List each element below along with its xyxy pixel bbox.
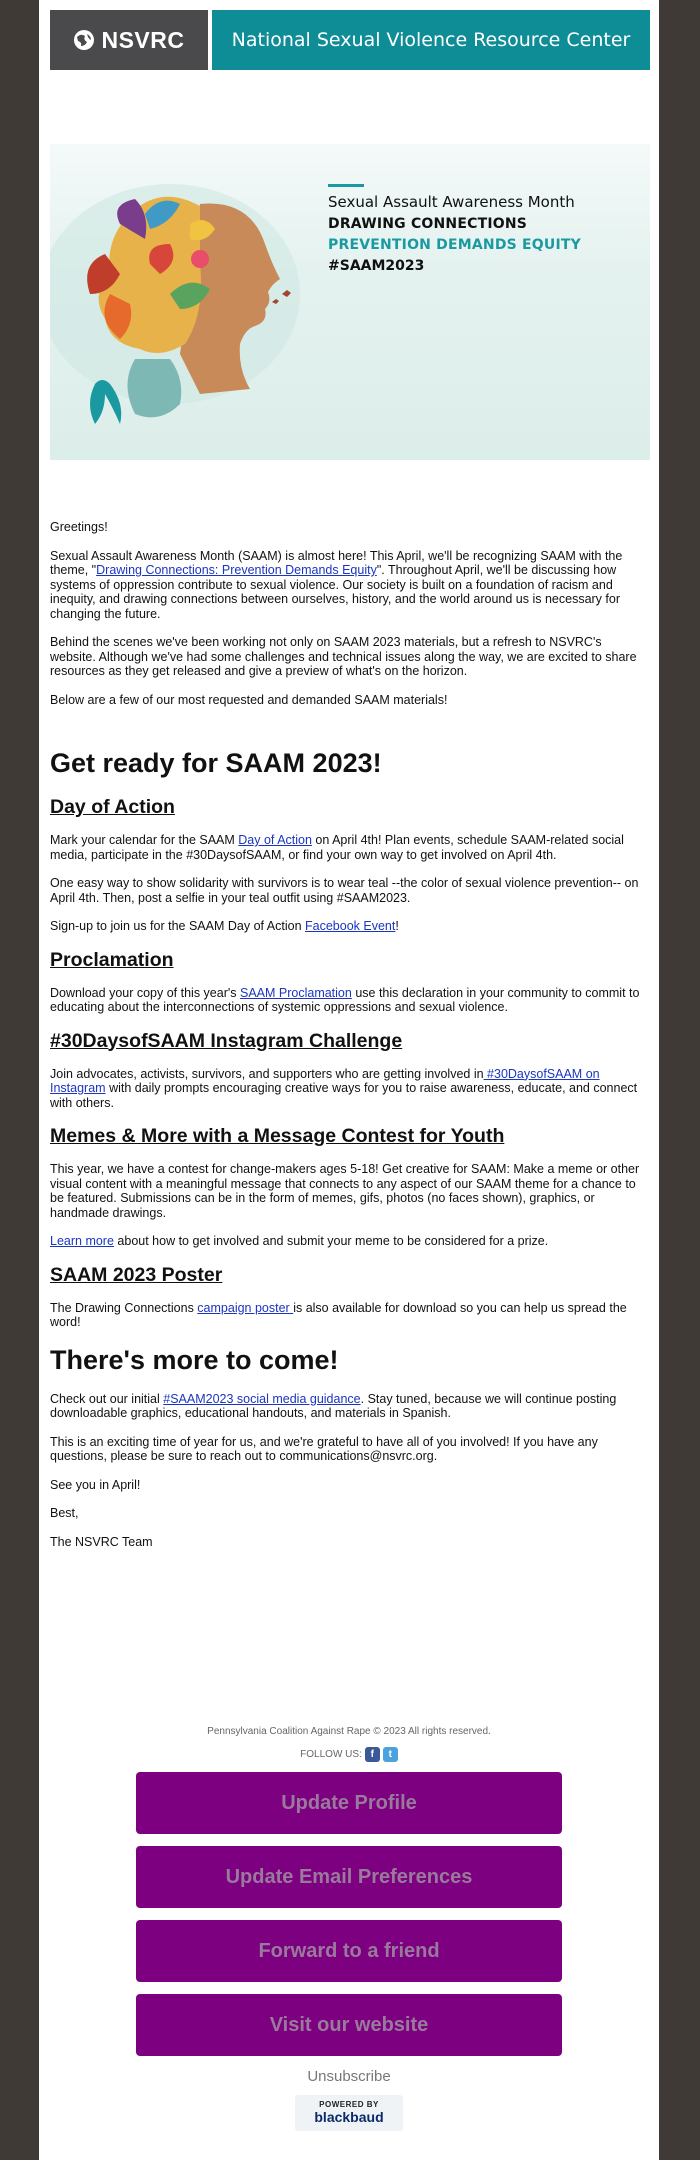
hero-line-4: #SAAM2023	[328, 258, 425, 274]
copyright-text: Pennsylvania Coalition Against Rape © 2023 All rights reserved.	[207, 1726, 491, 1737]
paragraph-text: on April 4th! Plan events, schedule SAAM-related social media, participate in the #30DaysofSAAM, or find your own way to get involved on April 4th.	[50, 833, 624, 862]
forward-to-friend-button[interactable]: Forward to a friend	[136, 1920, 562, 1982]
update-profile-button[interactable]: Update Profile	[136, 1772, 562, 1834]
paragraph-text: Check out our initial	[50, 1391, 164, 1406]
campaign-poster-link[interactable]: campaign poster	[197, 1300, 294, 1315]
instagram-link[interactable]: #30DaysofSAAM on Instagram	[50, 1066, 600, 1095]
paragraph-text: Join advocates, activists, survivors, and supporters who are getting involved in	[50, 1066, 484, 1081]
poster-paragraph	[50, 1301, 650, 1330]
email-header	[50, 10, 650, 70]
proclamation-paragraph	[50, 986, 650, 1015]
learn-more-link[interactable]: Learn more	[50, 1234, 114, 1248]
hero-line-3: PREVENTION DEMANDS EQUITY	[328, 237, 581, 253]
paragraph-text: . Stay tuned, because we will continue posting downloadable graphics, educational handouts, and materials in Spanish.	[50, 1391, 617, 1420]
hero-line-1: Sexual Assault Awareness Month	[328, 193, 575, 211]
intro-text: Sexual Assault Awareness Month (SAAM) is almost here! This April, we'll be recognizing SAAM with the theme, "	[50, 548, 623, 577]
email-footer	[39, 1720, 659, 2131]
poster-heading: SAAM 2023 Poster	[50, 1263, 223, 1286]
nsvrc-logo[interactable]	[50, 10, 208, 70]
paragraph-text: is also available for download so you can help us spread the word!	[50, 1300, 627, 1329]
paragraph-text: Mark your calendar for the SAAM	[50, 833, 239, 847]
more-paragraph-2: This is an exciting time of year for us, and we're grateful to have all of you involved! If you have any questions, please be sure to reach out to communications@nsvrc.org.	[50, 1434, 598, 1463]
instagram-paragraph	[50, 1067, 650, 1111]
update-email-preferences-button[interactable]: Update Email Preferences	[136, 1846, 562, 1908]
hero-line-2: DRAWING CONNECTIONS	[328, 216, 528, 232]
proclamation-heading: Proclamation	[50, 948, 174, 971]
day-of-action-paragraph-2: One easy way to show solidarity with survivors is to wear teal --the color of sexual violence prevention-- on April 4th. Then, post a selfie in your teal outfit using #SAAM2023.	[50, 876, 639, 905]
day-of-action-heading: Day of Action	[50, 796, 175, 818]
facebook-icon[interactable]: f	[365, 1747, 380, 1762]
more-to-come-heading: There's more to come!	[50, 1344, 339, 1375]
paragraph-text: Sign-up to join us for the SAAM Day of Action	[50, 919, 305, 933]
globe-icon	[73, 29, 95, 51]
memes-paragraph-1: This year, we have a contest for change-makers ages 5-18! Get creative for SAAM: Make a meme or other visual content with a meaningful message that connects to any aspect of our SAAM theme for a chance to be featured. Submissions can be in the form of memes, gifs, photos (no faces shown), graphics, or handmade drawings.	[50, 1162, 640, 1220]
more-paragraph-1	[50, 1392, 650, 1421]
visit-website-button[interactable]: Visit our website	[136, 1994, 562, 2056]
signoff-text: Best,	[50, 1506, 79, 1520]
intro-paragraph-3: Below are a few of our most requested and demanded SAAM materials!	[50, 692, 448, 707]
paragraph-text: !	[395, 919, 399, 933]
paragraph-text: The Drawing Connections	[50, 1300, 198, 1315]
day-of-action-link[interactable]: Day of Action	[238, 833, 312, 847]
logo-text: NSVRC	[101, 26, 185, 53]
blackbaud-logo: blackbaud	[314, 2109, 384, 2125]
blackbaud-badge[interactable]	[295, 2095, 403, 2131]
powered-by-label: POWERED BY	[319, 2100, 379, 2109]
social-media-guidance-link[interactable]: #SAAM2023 social media guidance	[163, 1391, 361, 1406]
memes-contest-heading: Memes & More with a Message Contest for Youth	[50, 1125, 505, 1147]
follow-us	[39, 1747, 659, 1762]
unsubscribe-link[interactable]: Unsubscribe	[307, 2068, 391, 2085]
get-ready-heading: Get ready for SAAM 2023!	[50, 748, 382, 778]
saam-proclamation-link[interactable]: SAAM Proclamation	[239, 985, 352, 1000]
follow-label: FOLLOW US:	[300, 1749, 362, 1760]
intro-text: ". Throughout April, we'll be discussing how systems of oppression contribute to sexual violence. Our society is built on a foundation of racism and inequity, and drawing connections between ourselves, history, and the world around us is necessary for changing the future.	[50, 563, 620, 621]
email-body	[50, 520, 650, 1563]
day-of-action-paragraph-1	[50, 833, 650, 862]
twitter-icon[interactable]: t	[383, 1747, 398, 1762]
facebook-event-link[interactable]: Facebook Event	[305, 919, 396, 933]
hero-banner[interactable]	[50, 144, 650, 460]
profile-illustration	[50, 144, 320, 460]
see-you-text: See you in April!	[50, 1477, 141, 1492]
email-page	[39, 0, 659, 2160]
paragraph-text: Download your copy of this year's	[50, 985, 240, 1000]
drawing-connections-link[interactable]: Drawing Connections: Prevention Demands Equity	[96, 563, 377, 577]
signature-text: The NSVRC Team	[50, 1534, 153, 1549]
intro-paragraph-1	[50, 549, 650, 622]
hero-text	[328, 184, 648, 274]
paragraph-text: about how to get involved and submit your meme to be considered for a prize.	[113, 1234, 549, 1248]
paragraph-text: use this declaration in your community to commit to educating about the interconnections of systemic oppressions and sexual violence.	[50, 985, 640, 1014]
day-of-action-paragraph-3	[50, 919, 650, 934]
memes-paragraph-2	[50, 1234, 650, 1249]
paragraph-text: with daily prompts encouraging creative ways for you to raise awareness, educate, and connect with others.	[50, 1081, 638, 1110]
header-title: National Sexual Violence Resource Center	[212, 10, 650, 70]
greeting: Greetings!	[50, 520, 108, 534]
intro-paragraph-2: Behind the scenes we've been working not only on SAAM 2023 materials, but a refresh to NSVRC's website. Although we've had some challenges and technical issues along the way, we are excited to share resources as they get released and give a preview of what's on the horizon.	[50, 635, 637, 678]
instagram-challenge-heading: #30DaysofSAAM Instagram Challenge	[50, 1029, 403, 1052]
hero-rule	[328, 184, 364, 187]
